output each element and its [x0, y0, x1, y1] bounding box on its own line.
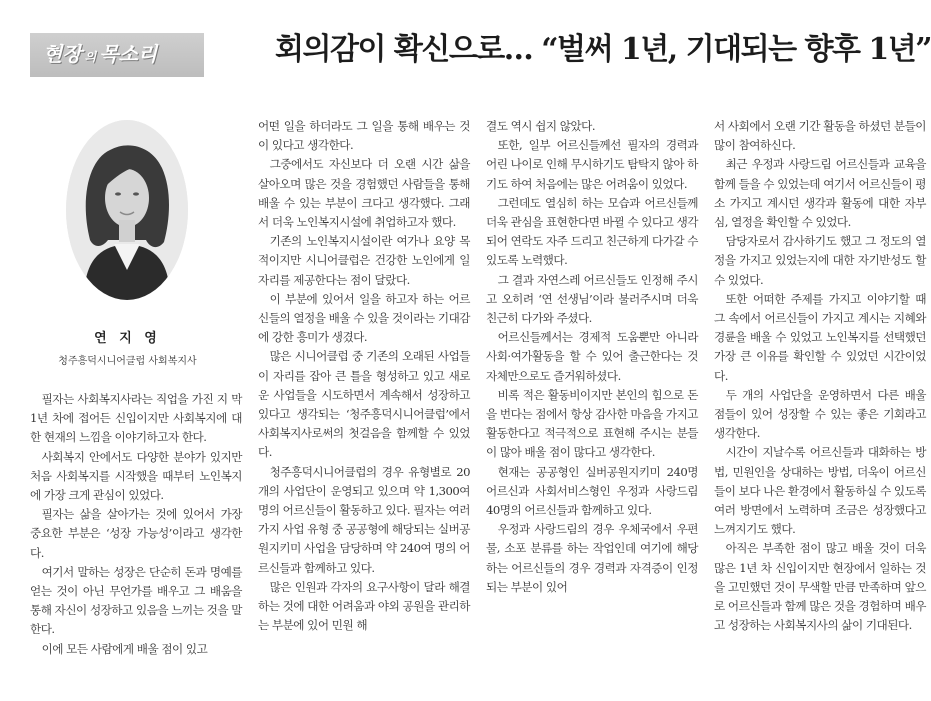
- section-tag-part1: 현장: [43, 42, 82, 66]
- paragraph: 어떤 일을 하더라도 그 일을 통해 배우는 것이 있다고 생각한다.: [258, 119, 470, 153]
- author-name: 연 지 영: [94, 331, 161, 346]
- paragraph: 여기서 말하는 성장은 단순히 돈과 명예를 얻는 것이 아닌 무언가를 배우고 그 배움을 통해 자신이 성장하고 있음을 느끼는 것을 말한다.: [30, 564, 242, 637]
- paragraph: 아직은 부족한 점이 많고 배울 것이 더욱 많은 1년 차 신입이지만 현장에서 일하는 것을 고민했던 것이 무색할 만큼 만족하며 앞으로 어르신들과 함께 많은 것을 경험하며 배우고 성장하는 사회복지사의 삶이 기대된다.: [714, 541, 926, 633]
- paragraph: 결도 역시 쉽지 않았다.: [486, 119, 596, 133]
- paragraph: 비록 적은 활동비이지만 본인의 힘으로 돈을 번다는 점에서 항상 감사한 마음을 가지고 활동한다고 적극적으로 표현해 주시는 분들이 많아 배울 점이 많다고 생각한다.: [486, 387, 698, 460]
- section-tag-part2: 의: [84, 50, 97, 64]
- author-affiliation: 청주흥덕시니어클럽 사회복지사: [58, 356, 197, 367]
- column-3: [486, 117, 698, 597]
- paragraph: 이 부분에 있어서 일을 하고자 하는 어르신들의 열정을 배울 수 있을 것이라는 기대감에 강한 흥미가 생겼다.: [258, 291, 470, 345]
- paragraph: 많은 시니어클럽 중 기존의 오래된 사업들이 자리를 잡아 큰 틀을 형성하고 있고 새로운 사업들을 시도하면서 계속해서 성장하고 있다고 생각되는 ‘청주흥덕시니어클럽’에서 사회복지사로써의 첫걸음을 함께할 수 있었다.: [258, 349, 470, 460]
- column-2: [258, 117, 470, 635]
- paragraph: 최근 우정과 사랑드림 어르신들과 교육을 함께 들을 수 있었는데 여기서 어르신들이 평소 가지고 계시던 생각과 활동에 대한 자부심, 열정을 확인할 수 있었다.: [714, 157, 926, 230]
- paragraph: 어르신들께서는 경제적 도움뿐만 아니라 사회·여가활동을 할 수 있어 출근한다는 것 자체만으로도 즐거워하셨다.: [486, 330, 698, 383]
- paragraph: 기존의 노인복지시설이란 여가나 요양 목적이지만 시니어클럽은 건강한 노인에게 일자리를 제공한다는 점이 달랐다.: [258, 234, 470, 287]
- author-photo: [66, 120, 188, 300]
- paragraph: 그 결과 자연스레 어르신들도 인정해 주시고 오히려 ‘연 선생님’이라 불러주시며 더욱 친근히 다가와 주셨다.: [486, 272, 698, 326]
- paragraph: 필자는 삶을 살아가는 것에 있어서 가장 중요한 부분은 ‘성장 가능성’이라고 생각한다.: [30, 507, 242, 560]
- paragraph: 현재는 공공형인 실버공원지키미 240명 어르신과 사회서비스형인 우정과 사랑드림 40명의 어르신들과 함께하고 있다.: [486, 464, 698, 518]
- column-4: [714, 117, 926, 635]
- paragraph: 많은 인원과 각자의 요구사항이 달라 해결하는 것에 대한 어려움과 야외 공원을 관리하는 부분에 있어 민원 해: [258, 579, 470, 633]
- paragraph: 시간이 지날수록 어르신들과 대화하는 방법, 민원인을 상대하는 방법, 더욱이 어르신들이 보다 나은 환경에서 활동하실 수 있도록 여러 방면에서 노력하며 조금은 성장했다고 느껴지기도 했다.: [714, 445, 926, 537]
- paragraph: 또한, 일부 어르신들께선 필자의 경력과 어린 나이로 인해 무시하기도 탐탁지 않아 하기도 하여 처음에는 많은 어려움이 있었다.: [486, 138, 698, 191]
- paragraph: 이에 모든 사람에게 배울 점이 있고: [41, 641, 208, 656]
- paragraph: 사회복지 안에서도 다양한 분야가 있지만 처음 사회복지를 시작했을 때부터 노인복지에 가장 크게 관심이 있었다.: [30, 449, 242, 503]
- paragraph: 서 사회에서 오랜 기간 활동을 하셨던 분들이 많이 참여하신다.: [714, 119, 926, 153]
- paragraph: 두 개의 사업단을 운영하면서 다른 배울 점들이 있어 성장할 수 있는 좋은 기회라고 생각한다.: [714, 387, 926, 441]
- paragraph: 또한 어떠한 주제를 가지고 이야기할 때 그 속에서 어르신들이 가지고 계시는 지혜와 경륜을 배울 수 있었고 노인복지를 선택했던 가장 큰 이유를 확인할 수 있었던 시간이었다.: [714, 291, 926, 383]
- paragraph: 그런데도 열심히 하는 모습과 어르신들께 더욱 관심을 표현한다면 바뀔 수 있다고 생각되어 연락도 자주 드리고 친근하게 다가갈 수 있도록 노력했다.: [486, 195, 698, 268]
- column-1: [30, 390, 242, 659]
- paragraph: 필자는 사회복지사라는 직업을 가진 지 막 1년 차에 접어든 신입이지만 사회복지에 대한 현재의 느낌을 이야기하고자 한다.: [30, 392, 242, 445]
- paragraph: 그중에서도 자신보다 더 오랜 시간 삶을 살아오며 많은 것을 경험했던 사람들을 통해 배울 수 있는 부분이 크다고 생각했다. 그래서 더욱 노인복지시설에 취업하고자 했다.: [258, 157, 470, 230]
- paragraph: 우정과 사랑드림의 경우 우체국에서 우편물, 소포 분류를 하는 작업인데 여기에 해당하는 어르신들의 경우 경력과 자격증이 인정되는 부분이 있어: [486, 522, 698, 594]
- paragraph: 청주흥덕시니어클럽의 경우 유형별로 20개의 사업단이 운영되고 있으며 약 1,300여 명의 어르신들이 활동하고 있다. 필자는 여러 가지 사업 유형 중 공공형에 해당되는 실버공원지키미 사업을 담당하며 약 240여 명의 어르신들과 함께하고 있다.: [258, 464, 470, 575]
- section-tag-part3: 목소리: [99, 42, 158, 66]
- paragraph: 담당자로서 감사하기도 했고 그 정도의 열정을 가지고 있었는지에 대한 자기반성도 할 수 있었다.: [714, 234, 926, 287]
- article-headline: 회의감이 확신으로… “벌써 1년, 기대되는 향후 1년”: [275, 32, 931, 67]
- section-tag: [30, 33, 204, 77]
